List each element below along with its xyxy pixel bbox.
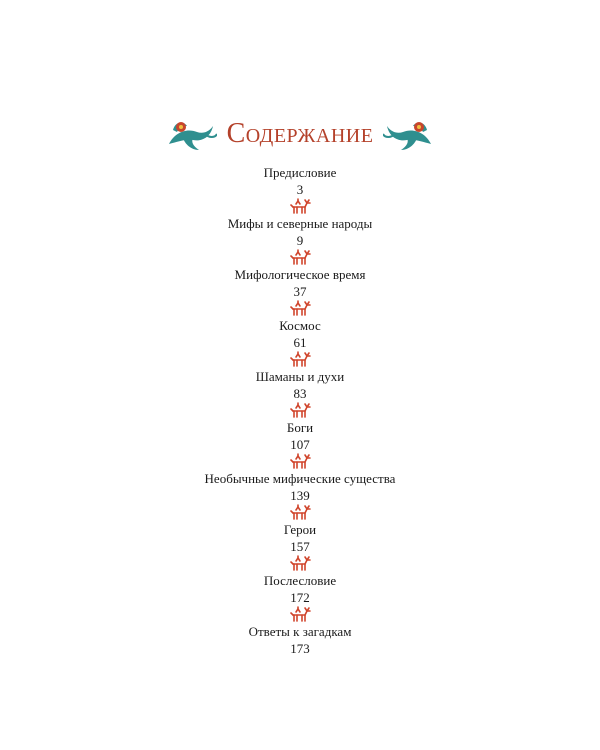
toc-entry[interactable]	[279, 317, 320, 351]
bird-ornament-icon	[383, 114, 435, 154]
toc-entry-page-number: 61	[293, 335, 307, 350]
toc-entry-title: Предисловие	[263, 165, 337, 180]
toc-entry-title: Послесловие	[263, 573, 337, 588]
deer-petroglyph-icon	[289, 504, 311, 521]
toc-entry-title: Космос	[279, 318, 321, 333]
toc-entry[interactable]	[228, 215, 373, 249]
toc-entry-page-number: 139	[290, 488, 310, 503]
deer-petroglyph-icon	[289, 453, 311, 470]
toc-entry-page-number: 172	[290, 590, 310, 605]
toc-entry[interactable]	[205, 470, 396, 504]
deer-petroglyph-icon	[289, 606, 311, 623]
toc-entry[interactable]	[284, 521, 316, 555]
deer-petroglyph-icon	[289, 198, 311, 215]
page-title: Содержание	[226, 118, 374, 149]
deer-petroglyph-icon	[289, 402, 311, 419]
toc-entry-page-number: 9	[296, 233, 304, 248]
deer-petroglyph-icon	[289, 555, 311, 572]
toc-entry[interactable]	[235, 266, 366, 300]
toc-entry[interactable]	[287, 419, 313, 453]
toc-entry[interactable]	[249, 623, 352, 657]
toc-entry-page-number: 37	[293, 284, 307, 299]
deer-petroglyph-icon	[289, 300, 311, 317]
deer-petroglyph-icon	[289, 351, 311, 368]
toc-entry[interactable]	[264, 572, 336, 606]
toc-entry-title: Шаманы и духи	[255, 369, 345, 384]
toc-entry-title: Мифологическое время	[234, 267, 366, 282]
toc-entry-title: Мифы и северные народы	[227, 216, 373, 231]
toc-entry-page-number: 157	[290, 539, 310, 554]
toc-entry-page-number: 107	[290, 437, 310, 452]
toc-entry-title: Ответы к загадкам	[248, 624, 352, 639]
toc-entry-title: Герои	[283, 522, 317, 537]
toc-entry-page-number: 3	[296, 182, 304, 197]
table-of-contents	[0, 164, 600, 657]
toc-entry-title: Боги	[286, 420, 314, 435]
toc-entry-page-number: 83	[293, 386, 307, 401]
toc-entry-page-number: 173	[290, 641, 310, 656]
deer-petroglyph-icon	[289, 249, 311, 266]
bird-ornament-icon	[165, 114, 217, 154]
toc-entry[interactable]	[256, 368, 345, 402]
toc-entry-title: Необычные мифические существа	[204, 471, 396, 486]
contents-heading	[0, 112, 600, 156]
toc-entry[interactable]	[264, 164, 337, 198]
